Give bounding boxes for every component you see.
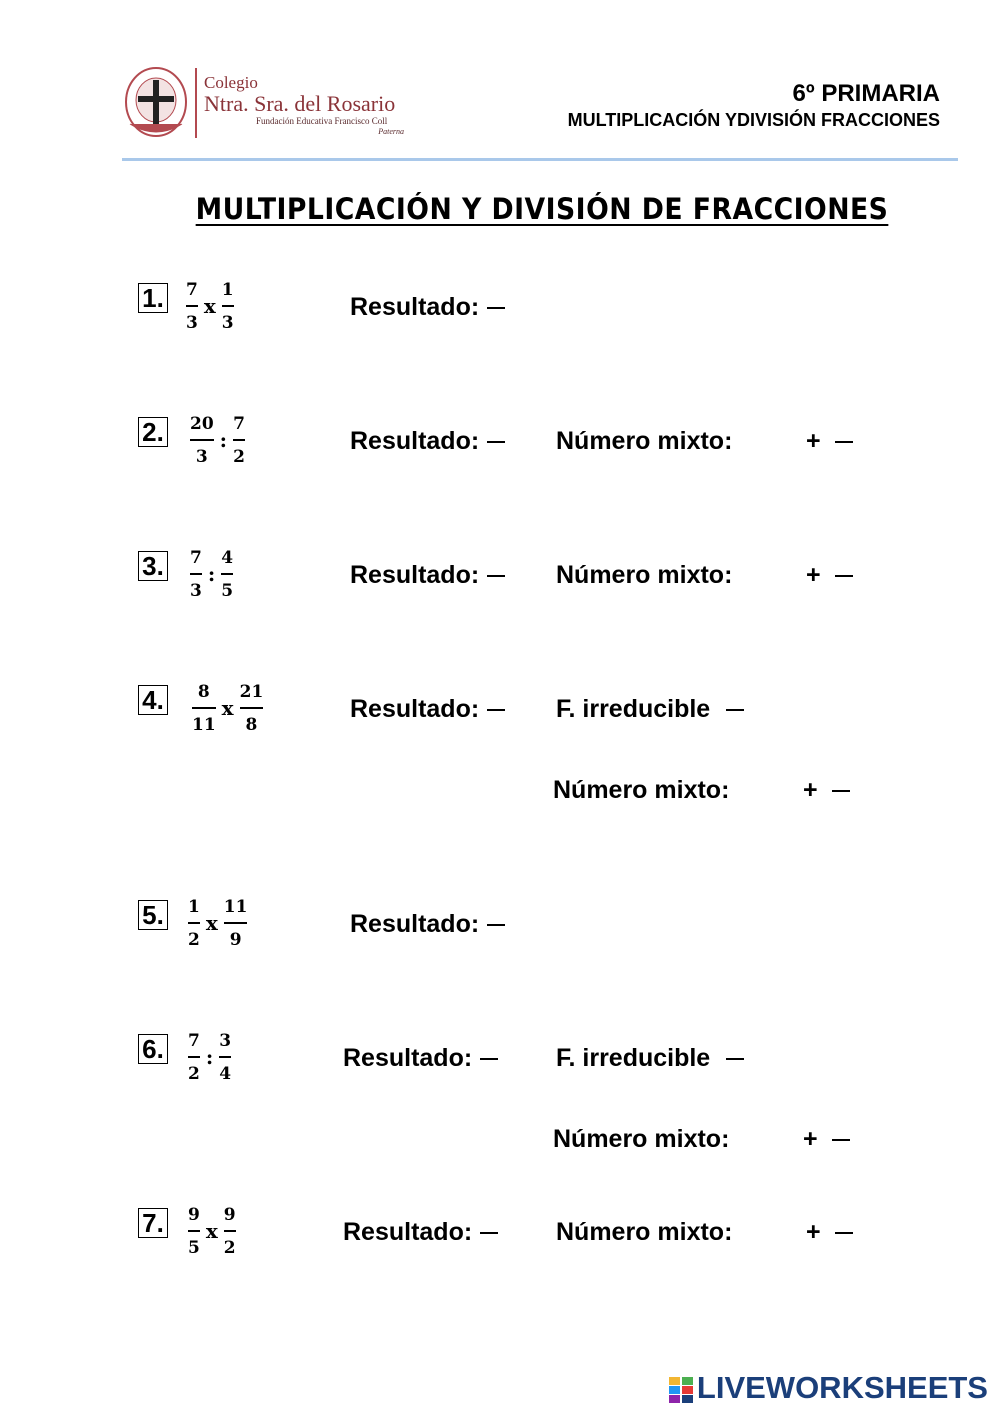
fraction: $\frac{21}{8}$ xyxy=(239,682,264,735)
answer-blank[interactable] xyxy=(487,575,505,577)
answer-blank[interactable] xyxy=(726,709,744,711)
mixed-number-label: Número mixto: xyxy=(556,1218,733,1246)
liveworksheets-brand[interactable] xyxy=(669,1370,988,1406)
operator: : xyxy=(205,1045,214,1070)
fraction: $\frac{20}{3}$ xyxy=(190,414,214,467)
irreducible-label: F. irreducible xyxy=(556,1043,744,1073)
header-info xyxy=(568,80,940,132)
fraction: $\frac{7}{2}$ xyxy=(188,1031,200,1084)
fraction: $\frac{8}{11}$ xyxy=(192,682,216,735)
answer-blank[interactable] xyxy=(480,1058,498,1060)
exercise-5-number: 5. xyxy=(138,900,168,930)
answer-blank[interactable] xyxy=(835,441,853,443)
exercise-2-number: 2. xyxy=(138,417,168,447)
fraction: $\frac{7}{3}$ xyxy=(190,548,202,601)
exercise-6-expression xyxy=(188,1031,231,1084)
page-title: MULTIPLICACIÓN Y DIVISIÓN DE FRACCIONES xyxy=(195,192,889,226)
exercise-1-expression xyxy=(186,280,234,333)
exercise-3-number: 3. xyxy=(138,551,168,581)
fraction: $\frac{11}{9}$ xyxy=(223,897,248,950)
mixed-number-label: Número mixto: xyxy=(553,776,730,804)
brand-label: LIVEWORKSHEETS xyxy=(696,1370,988,1405)
operator: x xyxy=(205,911,218,936)
fraction: $\frac{4}{5}$ xyxy=(221,548,234,601)
mixed-number-answer: + xyxy=(806,426,853,456)
result-label: Resultado: xyxy=(350,292,505,322)
mixed-number-label: Número mixto: xyxy=(553,1125,730,1153)
fraction: $\frac{9}{5}$ xyxy=(188,1205,200,1258)
fraction: $\frac{3}{4}$ xyxy=(219,1031,232,1084)
result-label: Resultado: xyxy=(350,909,505,939)
mixed-number-answer: + xyxy=(806,1217,853,1247)
grade-label: 6º PRIMARIA xyxy=(792,80,940,107)
result-label: Resultado: xyxy=(350,426,505,456)
logo-school-name: Ntra. Sra. del Rosario xyxy=(204,91,396,116)
fraction: $\frac{7}{3}$ xyxy=(186,280,198,333)
mixed-number-answer: + xyxy=(806,560,853,590)
answer-blank[interactable] xyxy=(487,709,505,711)
exercise-4-number: 4. xyxy=(138,685,168,715)
mixed-number-answer: + xyxy=(803,1124,850,1154)
fraction: $\frac{7}{2}$ xyxy=(233,414,245,467)
exercise-3-expression xyxy=(190,548,233,601)
answer-blank[interactable] xyxy=(726,1058,744,1060)
result-label: Resultado: xyxy=(343,1217,498,1247)
logo-paterna: Paterna xyxy=(378,127,404,136)
answer-blank[interactable] xyxy=(487,441,505,443)
answer-blank[interactable] xyxy=(835,575,853,577)
irreducible-label: F. irreducible xyxy=(556,694,744,724)
fraction: $\frac{1}{3}$ xyxy=(221,280,234,333)
result-label: Resultado: xyxy=(350,560,505,590)
school-name-block xyxy=(204,74,404,136)
exercise-5-expression xyxy=(188,897,247,950)
exercise-7-expression xyxy=(188,1205,236,1258)
answer-blank[interactable] xyxy=(480,1232,498,1234)
exercise-6-number: 6. xyxy=(138,1034,168,1064)
operator: : xyxy=(219,428,228,453)
mixed-number-answer: + xyxy=(803,775,850,805)
mixed-number-label: Número mixto: xyxy=(556,427,733,455)
exercise-7-number: 7. xyxy=(138,1208,168,1238)
operator: x xyxy=(221,696,234,721)
subject-label: MULTIPLICACIÓN YDIVISIÓN FRACCIONES xyxy=(567,110,940,130)
answer-blank[interactable] xyxy=(487,924,505,926)
answer-blank[interactable] xyxy=(832,790,850,792)
operator: x xyxy=(205,1219,218,1244)
fraction: $\frac{9}{2}$ xyxy=(223,1205,236,1258)
mixed-number-label: Número mixto: xyxy=(556,561,733,589)
result-label: Resultado: xyxy=(343,1043,498,1073)
exercise-1-number: 1. xyxy=(138,283,168,313)
exercise-2-expression xyxy=(190,414,245,467)
answer-blank[interactable] xyxy=(487,307,505,309)
operator: : xyxy=(207,562,216,587)
logo-foundation: Fundación Educativa Francisco Coll xyxy=(256,116,388,126)
logo-colegio: Colegio xyxy=(204,73,258,92)
answer-blank[interactable] xyxy=(835,1232,853,1234)
operator: x xyxy=(203,294,216,319)
exercise-4-expression xyxy=(192,682,263,735)
header-rule xyxy=(122,158,958,161)
logo-divider xyxy=(195,68,197,138)
result-label: Resultado: xyxy=(350,694,505,724)
fraction: $\frac{1}{2}$ xyxy=(188,897,200,950)
liveworksheets-icon xyxy=(669,1377,693,1403)
answer-blank[interactable] xyxy=(832,1139,850,1141)
